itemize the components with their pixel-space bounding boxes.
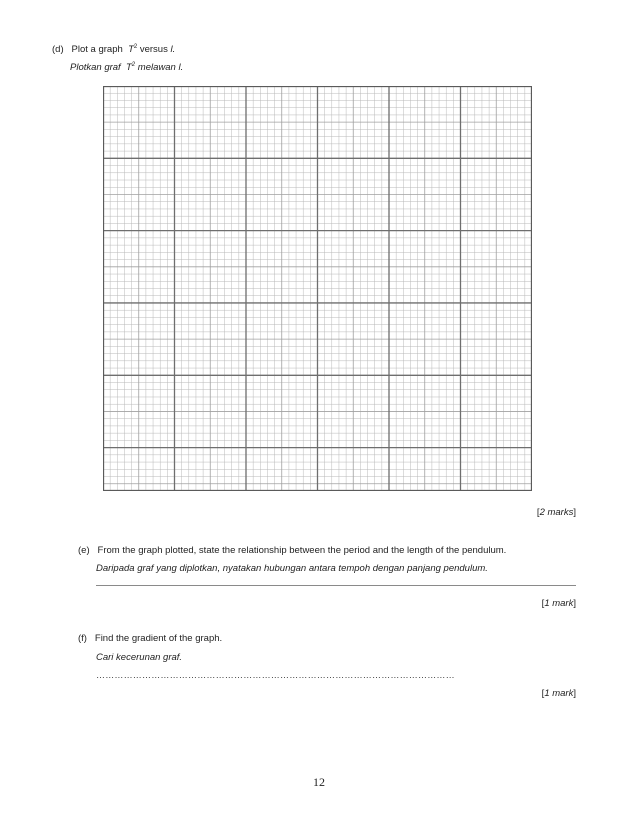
- superscript: 2: [133, 43, 138, 50]
- variable-l: l.: [170, 44, 176, 55]
- variable-l: l.: [178, 62, 184, 73]
- marks-d: [2 marks]: [536, 507, 576, 518]
- variable-t: T: [128, 44, 134, 55]
- question-d-malay: [70, 62, 183, 73]
- question-text: Find the gradient of the graph.: [94, 633, 223, 644]
- question-label: (e): [78, 545, 90, 556]
- graph-paper[interactable]: [103, 86, 532, 491]
- question-text: versus: [139, 44, 168, 55]
- question-e-malay: Daripada graf yang diplotkan, nyatakan hubungan antara tempoh dengan panjang pendulum.: [96, 563, 488, 574]
- marks-text: 2 marks: [539, 507, 574, 518]
- page-number: 12: [313, 775, 325, 789]
- question-text: Plotkan graf: [70, 62, 121, 73]
- question-f-malay: Cari kecerunan graf.: [96, 652, 183, 663]
- question-text: From the graph plotted, state the relationship between the period and the length of the pendulum.: [97, 545, 507, 556]
- superscript: 2: [131, 61, 136, 68]
- marks-e: [1 mark]: [541, 598, 576, 609]
- answer-dotted-line[interactable]: ………………………………………………………………………………………………………: [96, 670, 455, 680]
- marks-text: 1 mark: [544, 598, 574, 609]
- question-label: (d): [52, 44, 64, 55]
- question-label: (f): [78, 633, 87, 644]
- question-text: Plot a graph: [71, 44, 123, 55]
- answer-line[interactable]: [96, 585, 576, 586]
- marks-f: [1 mark]: [541, 688, 576, 699]
- question-text: melawan: [137, 62, 176, 73]
- variable-t: T: [125, 62, 132, 73]
- question-f-english: [78, 633, 222, 644]
- question-d-english: [52, 44, 175, 55]
- question-e-english: [78, 545, 506, 556]
- marks-text: 1 mark: [544, 688, 574, 699]
